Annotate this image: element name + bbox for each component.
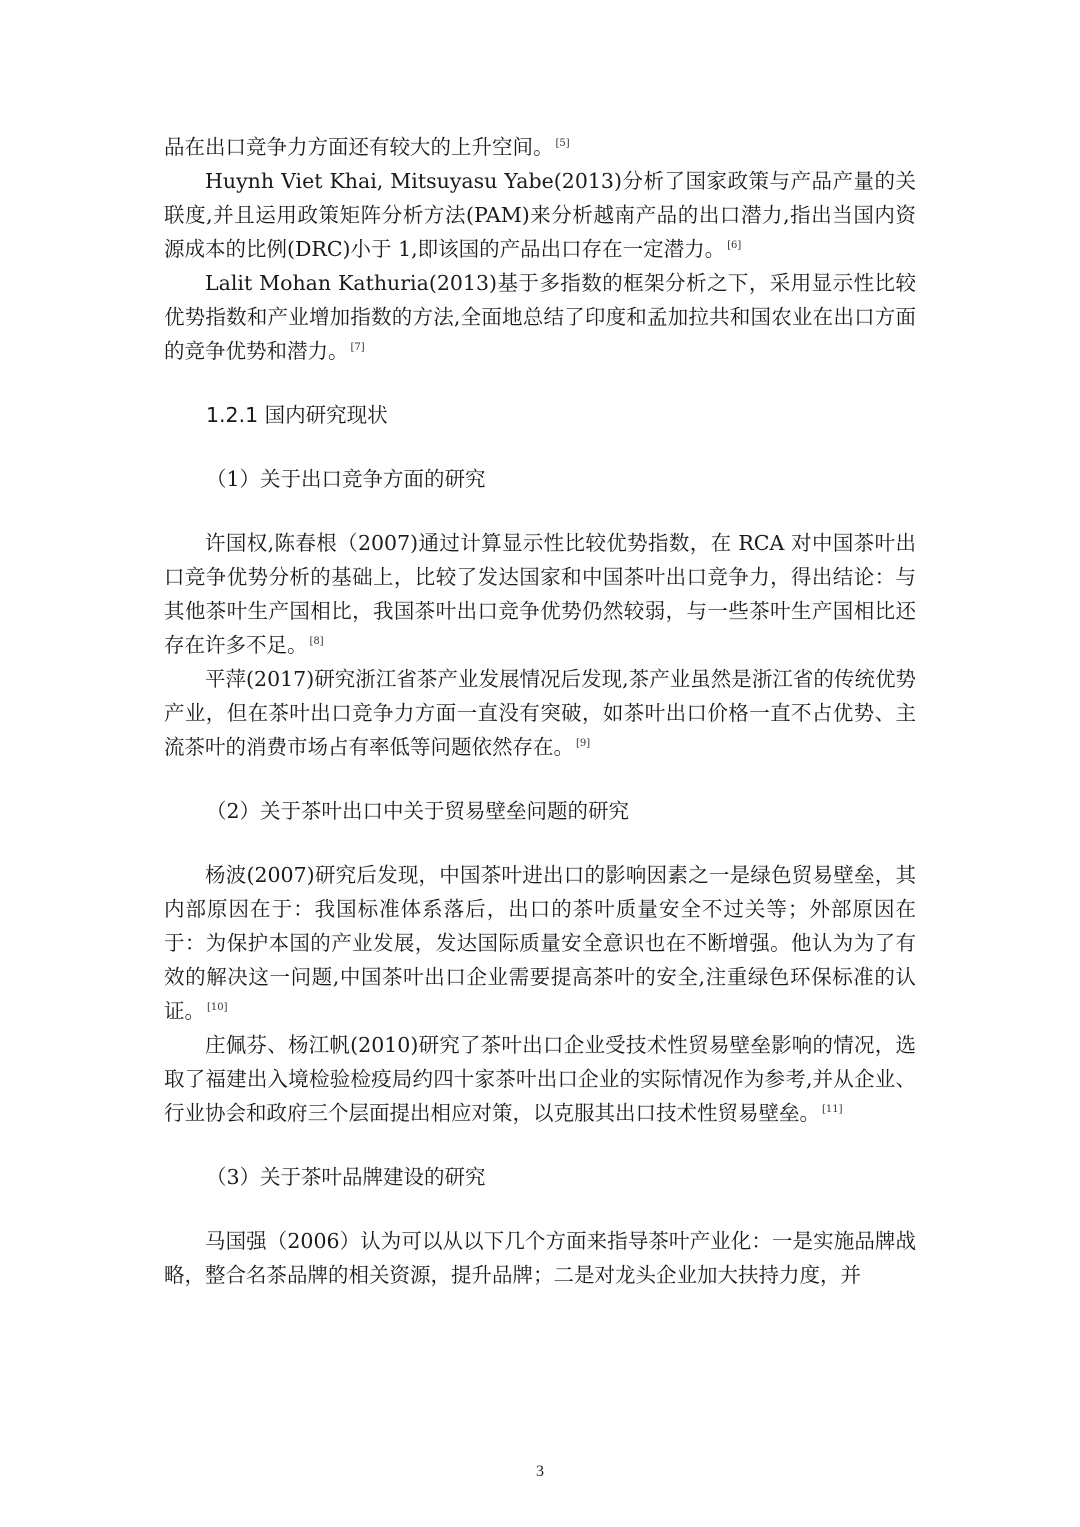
- paragraph: [164, 526, 916, 662]
- page-content: [164, 130, 916, 1292]
- paragraph-text: 品在出口竞争力方面还有较大的上升空间。: [164, 135, 554, 159]
- paragraph: [164, 1028, 916, 1130]
- paragraph-text: Huynh Viet Khai, Mitsuyasu Yabe(2013)分析了国家政策与产品产量的关联度,并且运用政策矩阵分析方法(PAM)来分析越南产品的出口潜力,指出当国内资源成本的比例(DRC)小于 1,即该国的产品出口存在一定潜力。: [164, 169, 916, 261]
- paragraph: [164, 858, 916, 1028]
- paragraph-text: 许国权,陈春根（2007)通过计算显示性比较优势指数，在 RCA 对中国茶叶出口竞争优势分析的基础上，比较了发达国家和中国茶叶出口竞争力，得出结论：与其他茶叶生产国相比，我国茶叶出口竞争优势仍然较弱，与一些茶叶生产国相比还存在许多不足。: [164, 531, 916, 657]
- citation-ref: [9]: [576, 738, 591, 750]
- paragraph-text: 平萍(2017)研究浙江省茶产业发展情况后发现,茶产业虽然是浙江省的传统优势产业，但在茶叶出口竞争力方面一直没有突破，如茶叶出口价格一直不占优势、主流茶叶的消费市场占有率低等问题依然存在。: [164, 667, 916, 759]
- paragraph-text: 庄佩芬、杨江帆(2010)研究了茶叶出口企业受技术性贸易壁垒影响的情况，选取了福建出入境检验检疫局约四十家茶叶出口企业的实际情况作为参考,并从企业、行业协会和政府三个层面提出相应对策，以克服其出口技术性贸易壁垒。: [164, 1033, 916, 1125]
- paragraph-text: 杨波(2007)研究后发现，中国茶叶进出口的影响因素之一是绿色贸易壁垒，其内部原因在于：我国标准体系落后，出口的茶叶质量安全不过关等；外部原因在于：为保护本国的产业发展，发达国际质量安全意识也在不断增强。他认为为了有效的解决这一问题,中国茶叶出口企业需要提高茶叶的安全,注重绿色环保标准的认证。: [164, 863, 916, 1023]
- paragraph: [164, 266, 916, 368]
- citation-ref: [6]: [727, 240, 742, 252]
- subsection-heading: （3）关于茶叶品牌建设的研究: [206, 1165, 486, 1189]
- citation-ref: [8]: [309, 636, 324, 648]
- paragraph-text: 马国强（2006）认为可以从以下几个方面来指导茶叶产业化：一是实施品牌战略，整合名茶品牌的相关资源，提升品牌；二是对龙头企业加大扶持力度，并: [164, 1229, 916, 1287]
- citation-ref: [10]: [207, 1002, 228, 1014]
- page-number: 3: [536, 1463, 544, 1480]
- subsection-heading: （1）关于出口竞争方面的研究: [206, 467, 486, 491]
- citation-ref: [7]: [350, 342, 365, 354]
- subsection-heading: （2）关于茶叶出口中关于贸易壁垒问题的研究: [206, 799, 630, 823]
- section-heading: 1.2.1 国内研究现状: [206, 403, 388, 427]
- citation-ref: [5]: [555, 138, 570, 150]
- paragraph: [164, 1224, 916, 1292]
- paragraph-text: Lalit Mohan Kathuria(2013)基于多指数的框架分析之下，采用显示性比较优势指数和产业增加指数的方法,全面地总结了印度和孟加拉共和国农业在出口方面的竞争优势和潜力。: [164, 271, 916, 363]
- citation-ref: [11]: [822, 1104, 843, 1116]
- paragraph: [164, 130, 916, 164]
- paragraph: [164, 164, 916, 266]
- paragraph: [164, 662, 916, 764]
